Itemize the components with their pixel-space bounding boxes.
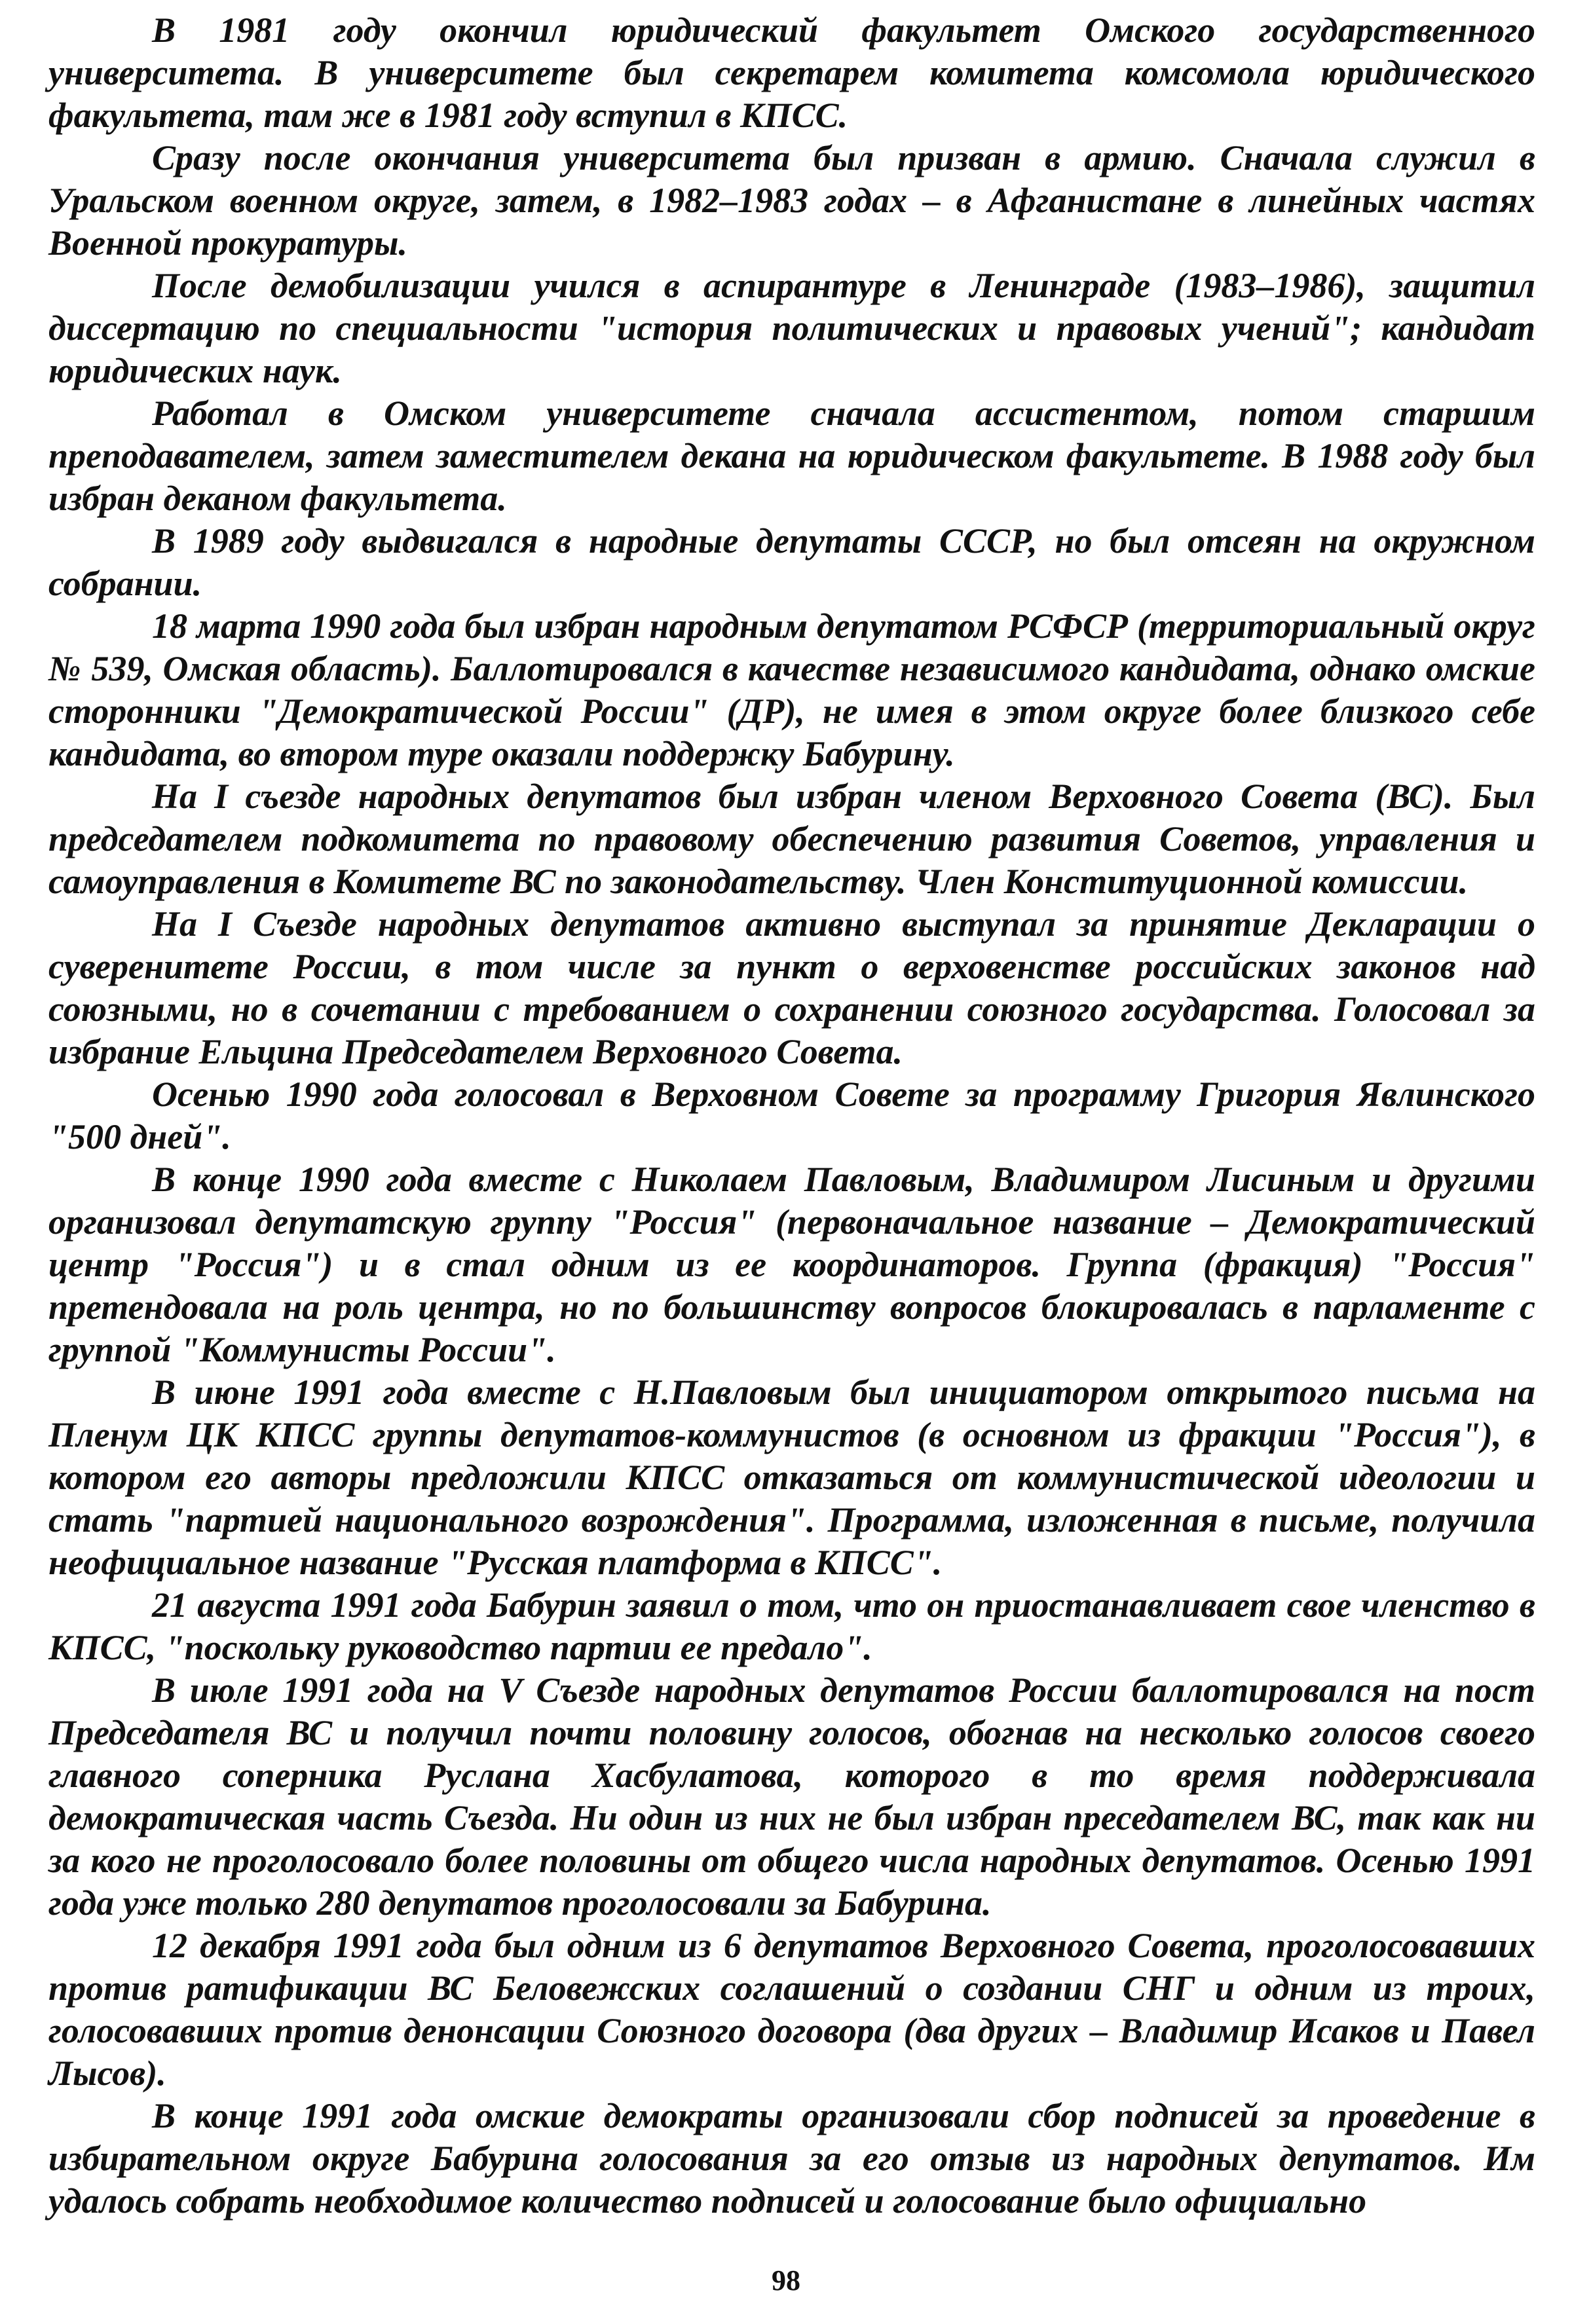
paragraph: На I съезде народных депутатов был избран членом Верховного Совета (ВС). Был председателем подкомитета по правовому обеспечению развития Советов, управления и самоуправления в Комитете ВС по законодательству. Член Конституционной комиссии. — [48, 777, 1535, 901]
paragraph: В конце 1991 года омские демократы организовали сбор подписей за проведение в избирательном округе Бабурина голосования за его отзыв из народных депутатов. Им удалось собрать необходимое количество подписей и голосование было официально — [48, 2096, 1535, 2221]
paragraph: В 1981 году окончил юридический факультет Омского государственного университета. В университете был секретарем комитета комсомола юридического факультета, там же в 1981 году вступил в КПСС. — [48, 10, 1535, 135]
paragraph: 21 августа 1991 года Бабурин заявил о том, что он приостанавливает свое членство в КПСС, "поскольку руководство партии ее предало". — [48, 1585, 1535, 1667]
paragraph: 18 марта 1990 года был избран народным депутатом РСФСР (территориальный округ № 539, Омская область). Баллотировался в качестве независимого кандидата, однако омские сторонники "Демократической России" (ДР), не имея в этом округе более близкого себе кандидата, во втором туре оказали поддержку Бабурину. — [48, 606, 1535, 773]
paragraph: В июне 1991 года вместе с Н.Павловым был инициатором открытого письма на Пленум ЦК КПСС группы депутатов-коммунистов (в основном из фракции "Россия"), в котором его авторы предложили КПСС отказаться от коммунистической идеологии и стать "партией национального возрождения". Программа, изложенная в письме, получила неофициальное название "Русская платформа в КПСС". — [48, 1373, 1535, 1582]
paragraph: После демобилизации учился в аспирантуре в Ленинграде (1983–1986), защитил диссертацию по специальности "история политических и правовых учений"; кандидат юридических наук. — [48, 266, 1535, 390]
paragraph: Работал в Омском университете сначала ассистентом, потом старшим преподавателем, затем заместителем декана на юридическом факультете. В 1988 году был избран деканом факультета. — [48, 394, 1535, 518]
paragraph: В 1989 году выдвигался в народные депутаты СССР, но был отсеян на окружном собрании. — [48, 521, 1535, 603]
paragraph: 12 декабря 1991 года был одним из 6 депутатов Верховного Совета, проголосовавших против ратификации ВС Беловежских соглашений о создании СНГ и одним из троих, голосовавших против денонсации Союзного договора (два других – Владимир Исаков и Павел Лысов). — [48, 1926, 1535, 2093]
paragraph: В конце 1990 года вместе с Николаем Павловым, Владимиром Лисиным и другими организовал депутатскую группу "Россия" (первоначальное название – Демократический центр "Россия") и в стал одним из ее координаторов. Группа (фракция) "Россия" претендовала на роль центра, но по большинству вопросов блокировалась в парламенте с группой "Коммунисты России". — [48, 1160, 1535, 1369]
page-number: 98 — [772, 2264, 800, 2296]
paragraph: На I Съезде народных депутатов активно выступал за принятие Декларации о суверенитете России, в том числе за пункт о верховенстве российских законов над союзными, но в сочетании с требованием о сохранении союзного государства. Голосовал за избрание Ельцина Председателем Верховного Совета. — [48, 904, 1535, 1071]
body-text — [48, 9, 1535, 2223]
paragraph: Сразу после окончания университета был призван в армию. Сначала служил в Уральском военном округе, затем, в 1982–1983 годах – в Афганистане в линейных частях Военной прокуратуры. — [48, 138, 1535, 263]
paragraph: В июле 1991 года на V Съезде народных депутатов России баллотировался на пост Председателя ВС и получил почти половину голосов, обогнав на несколько голосов своего главного соперника Руслана Хасбулатова, которого в то время поддерживала демократическая часть Съезда. Ни один из них не был избран преседателем ВС, так как ни за кого не проголосовало более половины от общего числа народных депутатов. Осенью 1991 года уже только 280 депутатов проголосовали за Бабурина. — [48, 1670, 1535, 1923]
paragraph: Осенью 1990 года голосовал в Верховном Совете за программу Григория Явлинского "500 дней". — [48, 1075, 1535, 1156]
